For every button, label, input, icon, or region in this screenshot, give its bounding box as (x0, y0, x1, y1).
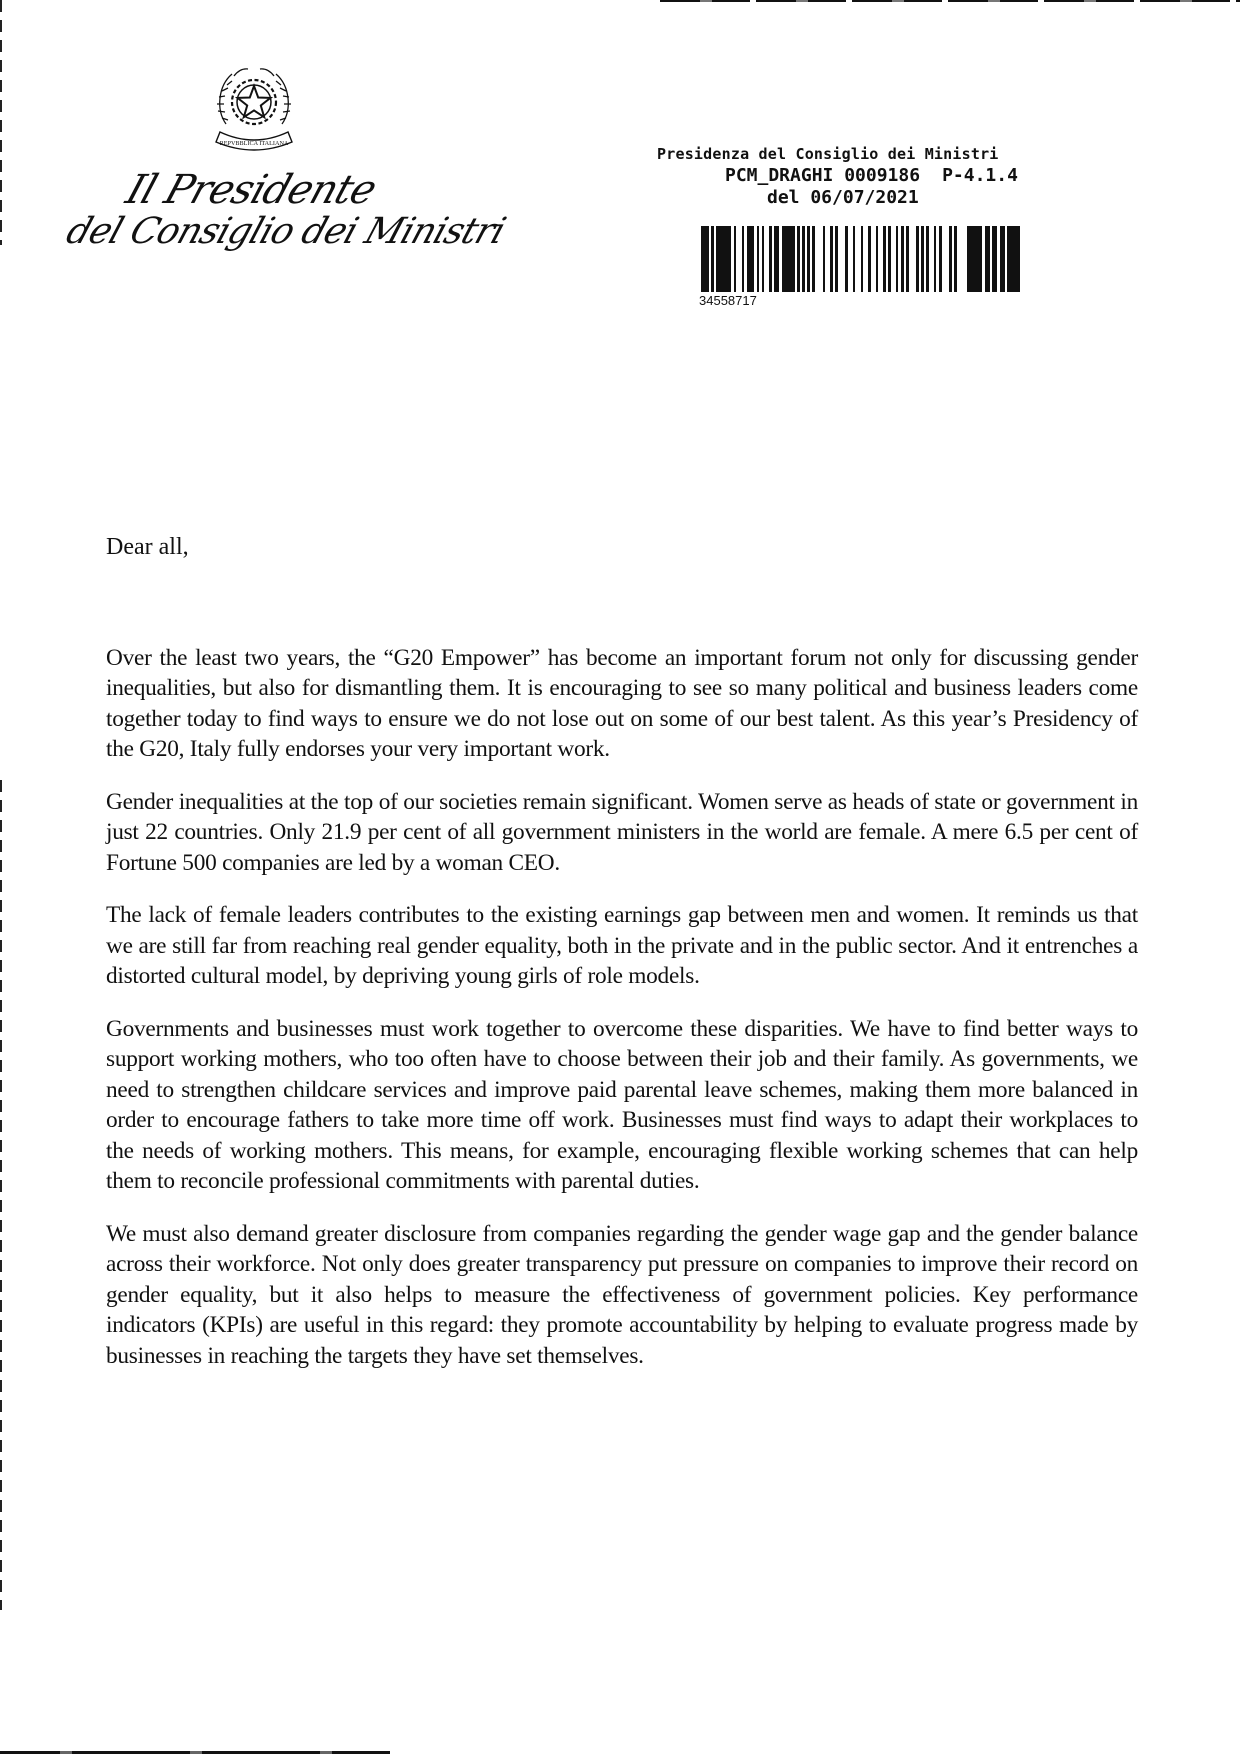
italian-republic-emblem-icon (212, 62, 296, 157)
stamp-protocol-line (725, 165, 1018, 186)
letterhead-title-line2: del Consiglio dei Ministri (61, 211, 510, 252)
scan-edge-line-top (660, 0, 1240, 2)
letter-body (106, 532, 1138, 1393)
stamp-office: Presidenza del Consiglio dei Ministri (657, 145, 999, 163)
letterhead-title (61, 167, 510, 252)
stamp-protocol-id: PCM_DRAGHI 0009186 (725, 165, 921, 186)
barcode-number: 34558717 (699, 293, 757, 308)
stamp-classification: P-4.1.4 (942, 165, 1018, 186)
letterhead-title-line1: Il Presidente (120, 167, 382, 213)
scan-edge-marks-left-upper (0, 0, 2, 245)
paragraph-3: The lack of female leaders contributes to the existing earnings gap between men and women. It reminds us that we are still far from reaching real gender equality, both in the private and in the public sector. And it entrenches a distorted cultural model, by depriving young girls of role models. (106, 902, 1138, 989)
emblem-ribbon-text: REPVBBLICA ITALIANA (219, 140, 289, 147)
barcode-icon (701, 226, 1023, 292)
paragraph-2: Gender inequalities at the top of our societies remain significant. Women serve as heads of state or government in just 22 countries. Only 21.9 per cent of all government ministers in the world are female. A mere 6.5 per cent of Fortune 500 companies are led by a woman CEO. (106, 788, 1138, 876)
scan-edge-marks-left-lower (0, 780, 2, 1610)
paragraph-1: Over the least two years, the “G20 Empower” has become an important forum not only for discussing gender inequalities, but also for dismantling them. It is encouraging to see so many political and business leaders come together today to find ways to ensure we do not lose out on some of our best talent. As this year’s Presidency of the G20, Italy fully endorses your very important work. (106, 644, 1138, 762)
stamp-date: del 06/07/2021 (767, 187, 919, 208)
salutation: Dear all, (106, 534, 189, 560)
paragraph-4: Governments and businesses must work together to overcome these disparities. We have to find better ways to support working mothers, who too often have to choose between their job and their family. As governments, we need to strengthen childcare services and improve paid parental leave schemes, making them more balanced in order to encourage fathers to take more time off work. Businesses must find ways to adapt their workplaces to the needs of working mothers. This means, for example, encouraging flexible working schemes that can help them to reconcile professional commitments with parental duties. (106, 1015, 1138, 1194)
paragraph-5: We must also demand greater disclosure from companies regarding the gender wage gap and the gender balance across their workforce. Not only does greater transparency put pressure on companies to improve their record on gender equality, but it also helps to measure the effectiveness of government policies. Key performance indicators (KPIs) are useful in this regard: they promote accountability by helping to evaluate progress made by businesses in reaching the targets they have set themselves. (106, 1220, 1138, 1369)
